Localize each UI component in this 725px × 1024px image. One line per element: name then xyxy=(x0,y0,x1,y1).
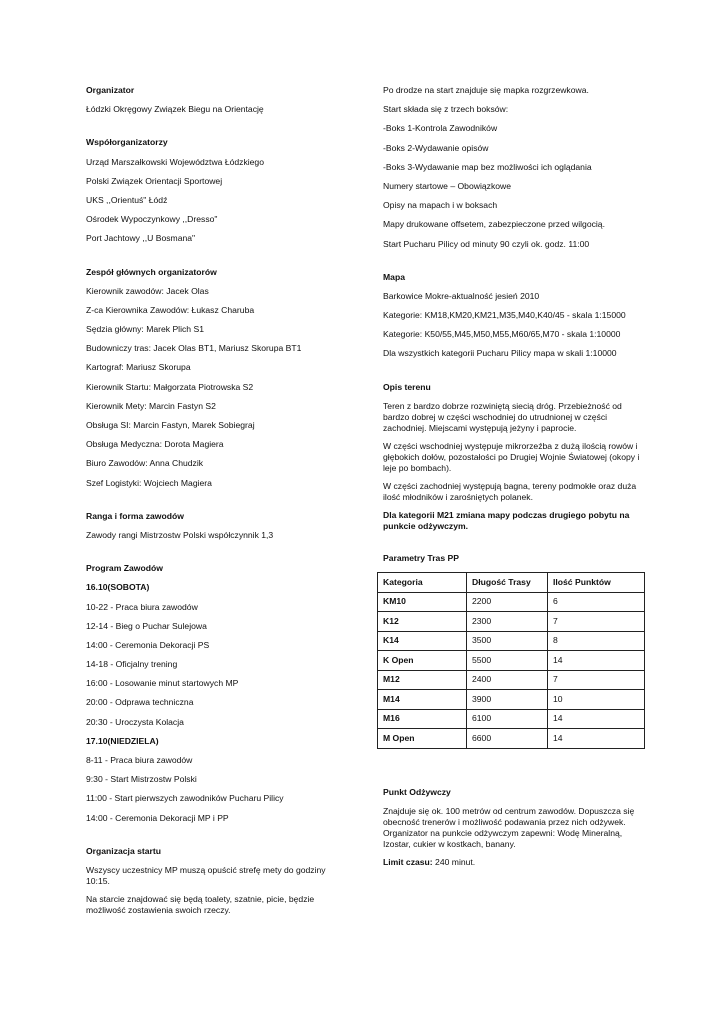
table-cell: 2200 xyxy=(467,592,548,612)
zespol-line: Obsługa Medyczna: Dorota Magiera xyxy=(86,439,224,450)
zespol-section xyxy=(86,267,348,489)
parametry-heading: Parametry Tras PP xyxy=(383,552,459,563)
table-row xyxy=(378,670,645,690)
right-column xyxy=(383,85,645,875)
teren-paragraph: W części zachodniej występują bagna, tereny podmokłe oraz duża ilość młodników i zarośniętych polanek. xyxy=(383,480,637,502)
mapa-line: Kategorie: K50/55,M45,M50,M55,M60/65,M70 - skala 1:10000 xyxy=(383,329,621,340)
table-cell: 3900 xyxy=(467,690,548,710)
program-section xyxy=(86,563,348,823)
teren-paragraph: Teren z bardzo dobrze rozwiniętą siecią dróg. Przebieżność od bardzo dobrej w części wschodniej do utrudnionej w części zachodniej. Miejscami występują jeżyny i paprocie. xyxy=(383,400,622,433)
parametry-table xyxy=(377,572,645,749)
program-item: 14:00 - Ceremonia Dekoracji MP i PP xyxy=(86,812,229,823)
table-cell: M14 xyxy=(378,690,467,710)
limit-label: Limit czasu: xyxy=(383,856,433,867)
organizacja-paragraph: Na starcie znajdować się będą toalety, szatnie, picie, będzie możliwość zostawienia swoich rzeczy. xyxy=(86,893,315,915)
zespol-line: Kierownik zawodów: Jacek Olas xyxy=(86,285,209,296)
program-item: 11:00 - Start pierwszych zawodników Pucharu Pilicy xyxy=(86,793,284,804)
table-cell: 6100 xyxy=(467,709,548,729)
wspolorganizator-line: Ośrodek Wypoczynkowy ,,Dresso" xyxy=(86,214,218,225)
table-row xyxy=(378,690,645,710)
zespol-line: Kierownik Startu: Małgorzata Piotrowska S2 xyxy=(86,381,254,392)
program-item: 14:00 - Ceremonia Dekoracji PS xyxy=(86,639,210,650)
program-day1: 16.10(SOBOTA) xyxy=(86,582,150,593)
punkt-paragraph: Znajduje się ok. 100 metrów od centrum zawodów. Dopuszcza się obecność trenerów i możliwość podawania przez nich odżywek. Organizator na punkcie odżywczym zapewni: Wodę Mineralną, Izostar, cukier w kostkach, banany. xyxy=(383,805,635,849)
organizator-section xyxy=(86,85,348,115)
table-header-row xyxy=(378,573,645,593)
table-cell: 5500 xyxy=(467,651,548,671)
wspolorganizator-line: UKS ,,Orientuś" Łódź xyxy=(86,194,168,205)
parametry-section xyxy=(383,553,645,749)
wspolorganizatorzy-section xyxy=(86,137,348,244)
table-cell: 3500 xyxy=(467,631,548,651)
mapa-line: Barkowice Mokre-aktualność jesień 2010 xyxy=(383,290,540,301)
mapa-line: Dla wszystkich kategorii Pucharu Pilicy mapa w skali 1:10000 xyxy=(383,348,617,359)
program-item: 20:30 - Uroczysta Kolacja xyxy=(86,716,184,727)
program-item: 14-18 - Oficjalny trening xyxy=(86,659,178,670)
mapa-line: Kategorie: KM18,KM20,KM21,M35,M40,K40/45 - skala 1:15000 xyxy=(383,310,626,321)
start-line: -Boks 3-Wydawanie map bez możliwości ich oglądania xyxy=(383,161,592,172)
column-header: Długość Trasy xyxy=(467,573,548,593)
ranga-heading: Ranga i forma zawodów xyxy=(86,510,184,521)
teren-heading: Opis terenu xyxy=(383,381,431,392)
start-line: Start składa się z trzech boksów: xyxy=(383,104,509,115)
zespol-line: Biuro Zawodów: Anna Chudzik xyxy=(86,458,204,469)
start-line: Start Pucharu Pilicy od minuty 90 czyli ok. godz. 11:00 xyxy=(383,238,590,249)
start-line: Mapy drukowane offsetem, zabezpieczone przed wilgocią. xyxy=(383,219,605,230)
start-line: Po drodze na start znajduje się mapka rozgrzewkowa. xyxy=(383,85,589,95)
teren-paragraph: W części wschodniej występuje mikrorzeźba z dużą ilością rowów i głębokich dołów, pozostałości po Drugiej Wojnie Światowej (okopy i leje po bombach). xyxy=(383,440,640,473)
start-line: Opisy na mapach i w boksach xyxy=(383,200,498,211)
punkt-limit xyxy=(383,857,645,868)
program-day2: 17.10(NIEDZIELA) xyxy=(86,735,159,746)
wspolorganizator-line: Urząd Marszałkowski Województwa Łódzkiego xyxy=(86,156,264,167)
program-item: 9:30 - Start Mistrzostw Polski xyxy=(86,774,197,785)
teren-paragraph-bold: Dla kategorii M21 zmiana mapy podczas drugiego pobytu na punkcie odżywczym. xyxy=(383,509,630,531)
organizator-line: Łódzki Okręgowy Związek Biegu na Orientację xyxy=(86,104,264,115)
punkt-section xyxy=(383,787,645,868)
table-cell: 6600 xyxy=(467,729,548,749)
punkt-heading: Punkt Odżywczy xyxy=(383,786,451,797)
ranga-section xyxy=(86,511,348,541)
program-heading: Program Zawodów xyxy=(86,563,163,574)
left-column xyxy=(86,85,348,923)
table-cell: 14 xyxy=(548,729,645,749)
zespol-line: Obsługa SI: Marcin Fastyn, Marek Sobiegraj xyxy=(86,420,255,430)
table-cell: K Open xyxy=(378,651,467,671)
mapa-heading: Mapa xyxy=(383,271,405,282)
organizacja-heading: Organizacja startu xyxy=(86,845,161,856)
teren-section xyxy=(383,382,645,532)
table-row xyxy=(378,709,645,729)
zespol-line: Kierownik Mety: Marcin Fastyn S2 xyxy=(86,400,216,411)
table-cell: M12 xyxy=(378,670,467,690)
program-item: 16:00 - Losowanie minut startowych MP xyxy=(86,678,239,689)
table-cell: KM10 xyxy=(378,592,467,612)
start-line: -Boks 1-Kontrola Zawodników xyxy=(383,123,498,134)
ranga-line: Zawody rangi Mistrzostw Polski współczynnik 1,3 xyxy=(86,529,274,540)
table-cell: 2300 xyxy=(467,612,548,632)
table-cell: 8 xyxy=(548,631,645,651)
program-item: 8-11 - Praca biura zawodów xyxy=(86,755,193,765)
table-cell: 2400 xyxy=(467,670,548,690)
mapa-section xyxy=(383,272,645,360)
organizacja-section xyxy=(86,846,348,916)
table-cell: M16 xyxy=(378,709,467,729)
table-row xyxy=(378,631,645,651)
program-item: 12-14 - Bieg o Puchar Sulejowa xyxy=(86,620,207,631)
table-cell: 7 xyxy=(548,612,645,632)
zespol-line: Budowniczy tras: Jacek Olas BT1, Mariusz Skorupa BT1 xyxy=(86,343,302,354)
organizacja-paragraph: Wszyscy uczestnicy MP muszą opuścić strefę mety do godziny 10:15. xyxy=(86,864,326,886)
zespol-line: Sędzia główny: Marek Plich S1 xyxy=(86,324,204,335)
table-cell: M Open xyxy=(378,729,467,749)
zespol-line: Z-ca Kierownika Zawodów: Łukasz Charuba xyxy=(86,304,255,315)
organizator-heading: Organizator xyxy=(86,85,135,95)
start-section xyxy=(383,85,645,250)
table-cell: 14 xyxy=(548,709,645,729)
start-line: -Boks 2-Wydawanie opisów xyxy=(383,142,489,153)
table-cell: 6 xyxy=(548,592,645,612)
table-row xyxy=(378,612,645,632)
column-header: Ilość Punktów xyxy=(548,573,645,593)
wspolorganizator-line: Port Jachtowy ,,U Bosmana" xyxy=(86,233,196,244)
table-cell: 14 xyxy=(548,651,645,671)
wspolorganizatorzy-heading: Współorganizatorzy xyxy=(86,137,168,148)
program-item: 20:00 - Odprawa techniczna xyxy=(86,697,194,708)
start-line: Numery startowe – Obowiązkowe xyxy=(383,180,511,191)
wspolorganizator-line: Polski Związek Orientacji Sportowej xyxy=(86,175,223,186)
zespol-line: Kartograf: Mariusz Skorupa xyxy=(86,362,191,373)
program-item: 10-22 - Praca biura zawodów xyxy=(86,601,198,612)
table-cell: K12 xyxy=(378,612,467,632)
limit-value: 240 minut. xyxy=(432,856,476,867)
table-row xyxy=(378,592,645,612)
table-cell: 7 xyxy=(548,670,645,690)
table-cell: 10 xyxy=(548,690,645,710)
zespol-line: Szef Logistyki: Wojciech Magiera xyxy=(86,477,212,488)
column-header: Kategoria xyxy=(378,573,467,593)
zespol-heading: Zespół głównych organizatorów xyxy=(86,266,217,277)
table-row xyxy=(378,651,645,671)
table-row xyxy=(378,729,645,749)
table-cell: K14 xyxy=(378,631,467,651)
